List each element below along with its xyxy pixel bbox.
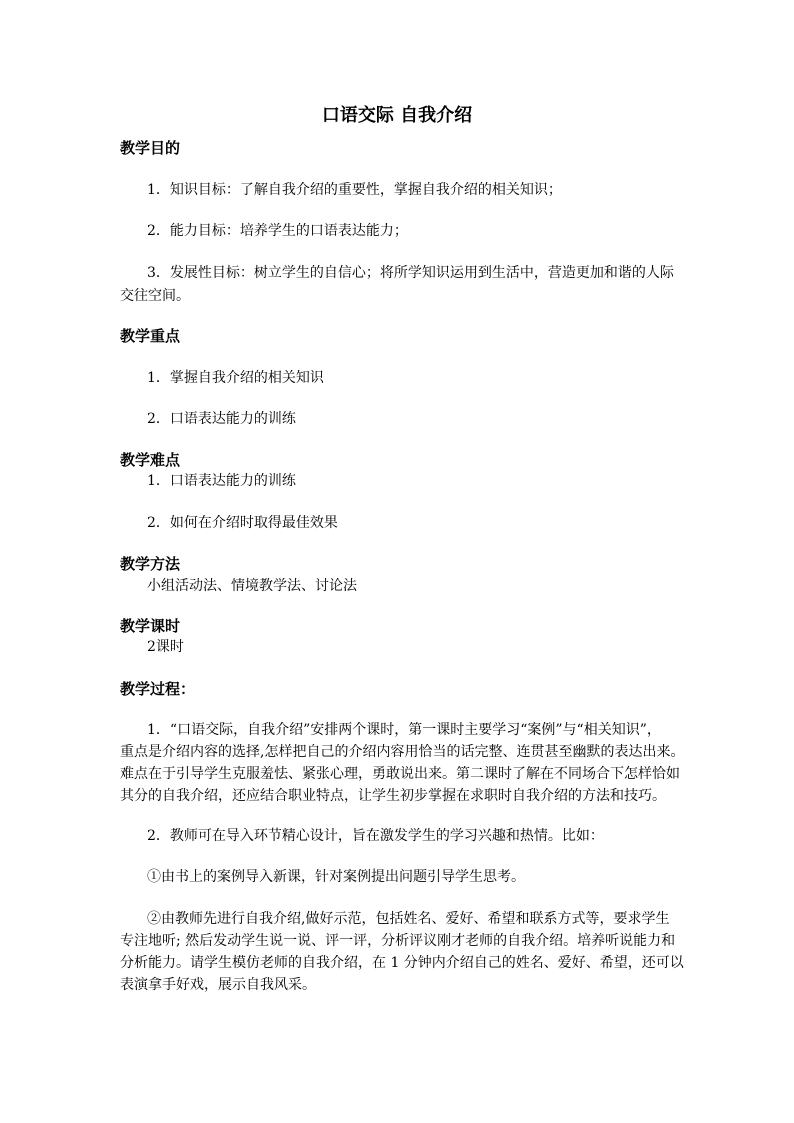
objective-item-1: 1．知识目标：了解自我介绍的重要性，掌握自我介绍的相关知识；: [147, 182, 562, 198]
process-p4-line-4: 表演拿手好戏，展示自我风采。: [120, 977, 316, 993]
key-point-item-2: 2．口语表达能力的训练: [147, 411, 296, 427]
process-p2: 2．教师可在导入环节精心设计，旨在激发学生的学习兴趣和热情。比如：: [147, 828, 604, 844]
heading-difficulties: 教学难点: [120, 451, 181, 469]
heading-process: 教学过程：: [120, 680, 196, 698]
hours-text: 2课时: [147, 639, 184, 655]
objective-item-3-line-2: 交往空间。: [120, 288, 190, 304]
heading-key-points: 教学重点: [120, 327, 181, 345]
key-point-item-1: 1．掌握自我介绍的相关知识: [147, 370, 324, 386]
heading-objectives: 教学目的: [120, 139, 181, 157]
heading-methods: 教学方法: [120, 555, 181, 573]
process-p4-line-3: 分析能力。请学生模仿老师的自我介绍，在 1 分钟内介绍自己的姓名、爱好、希望，还可以: [120, 955, 684, 971]
process-p4-line-2: 专注地听; 然后发动学生说一说、评一评，分析评议刚才老师的自我介绍。培养听说能力和: [120, 933, 676, 949]
objective-item-2: 2．能力目标：培养学生的口语表达能力；: [147, 223, 408, 239]
document-title: 口语交际 自我介绍: [321, 105, 473, 126]
objective-item-3-line-1: 3．发展性目标：树立学生的自信心；将所学知识运用到生活中，营造更加和谐的人际: [147, 265, 674, 281]
process-p1-line-1: 1．“口语交际，自我介绍”安排两个课时，第一课时主要学习“案例”与“相关知识”，: [147, 722, 661, 738]
difficulty-item-1: 1．口语表达能力的训练: [147, 473, 296, 489]
difficulty-item-2: 2．如何在介绍时取得最佳效果: [147, 515, 338, 531]
heading-hours: 教学课时: [120, 617, 181, 635]
process-p4-line-1: ②由教师先进行自我介绍,做好示范，包括姓名、爱好、希望和联系方式等，要求学生: [147, 911, 670, 927]
process-p3: ①由书上的案例导入新课，针对案例提出问题引导学生思考。: [147, 869, 525, 885]
process-p1-line-3: 难点在于引导学生克服羞怯、紧张心理，勇敢说出来。第二课时了解在不同场合下怎样恰如: [120, 766, 680, 782]
methods-text: 小组活动法、情境教学法、讨论法: [147, 578, 357, 594]
process-p1-line-4: 其分的自我介绍，还应结合职业特点，让学生初步掌握在求职时自我介绍的方法和技巧。: [120, 788, 666, 804]
process-p1-line-2: 重点是介绍内容的选择,怎样把自己的介绍内容用恰当的话完整、连贯甚至幽默的表达出来。: [120, 744, 685, 760]
